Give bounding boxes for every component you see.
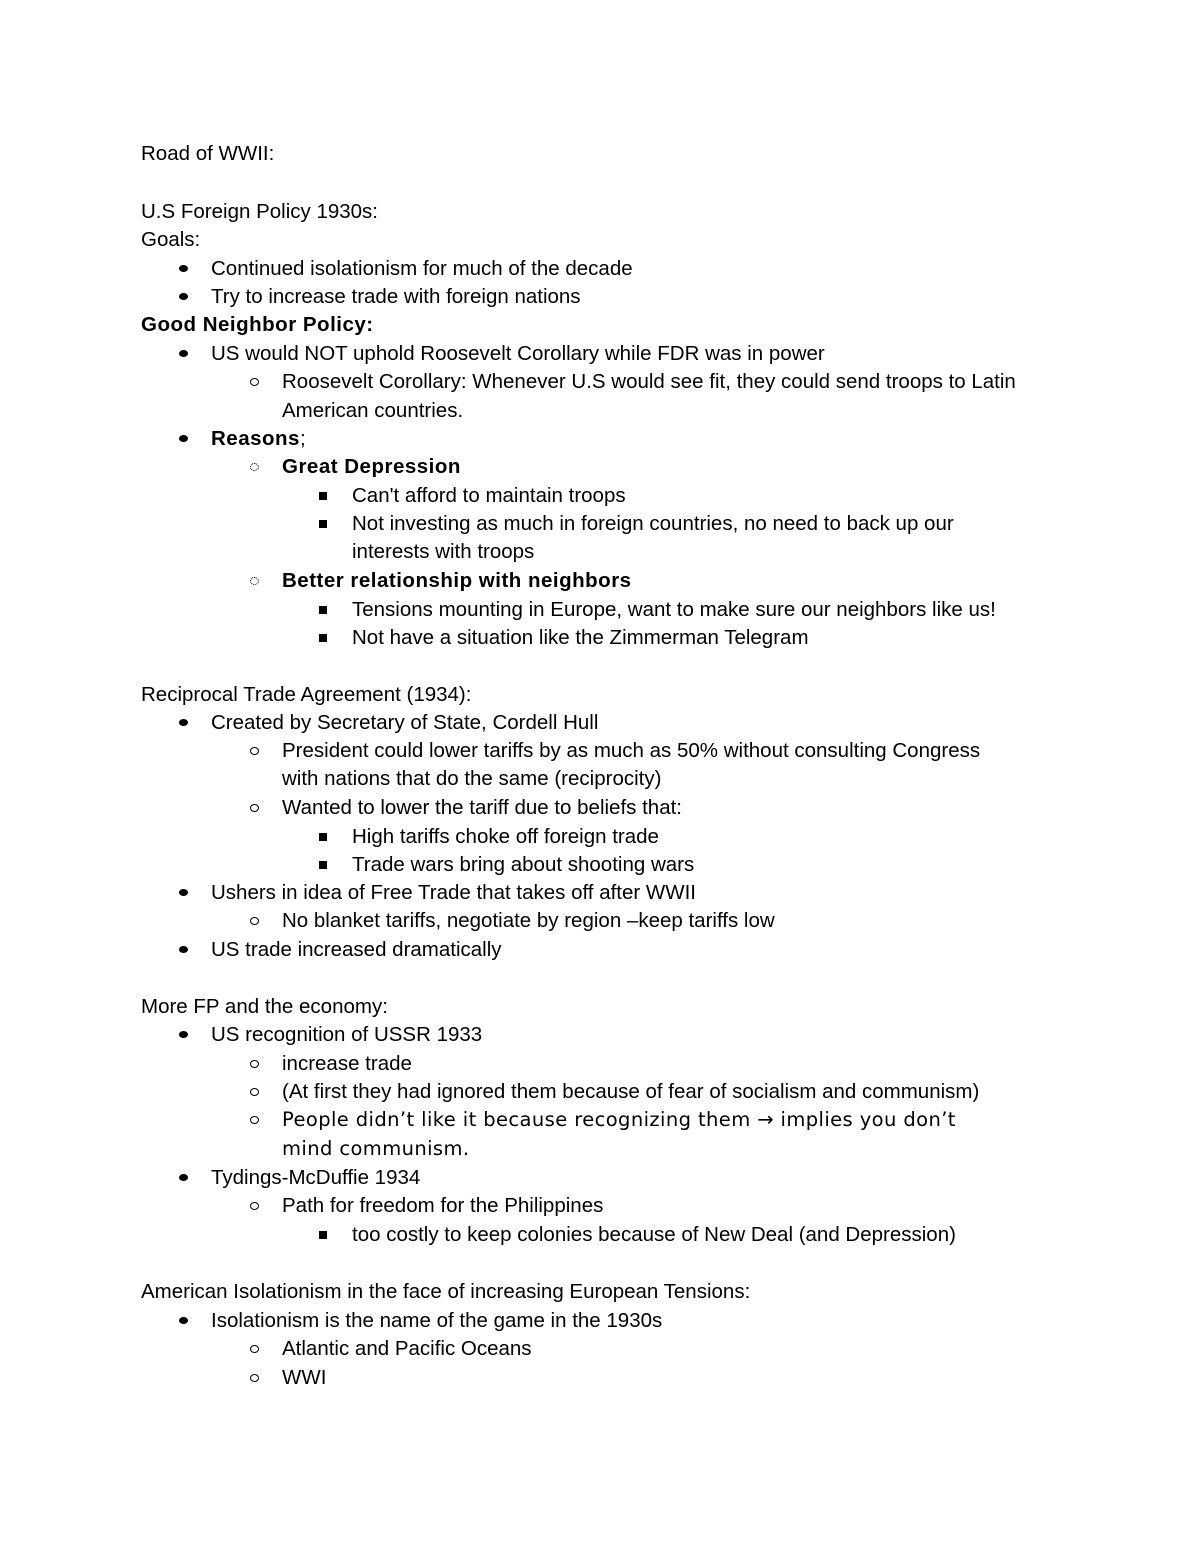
bullet-circle-icon	[248, 368, 276, 396]
bullet-circle-icon	[248, 1335, 276, 1363]
list-item: Path for freedom for the Philippines	[282, 1194, 604, 1217]
list-item: Wanted to lower the tariff due to beliefs that:	[282, 796, 682, 819]
list-item: (At first they had ignored them because of fear of socialism and communism)	[282, 1080, 980, 1103]
list-item: Can't afford to maintain troops	[352, 484, 626, 507]
bullet-circle-icon	[248, 737, 276, 765]
bullet-dotted-circle-icon	[248, 567, 276, 595]
list-item-continuation: mind communism.	[282, 1137, 470, 1160]
list-item-continuation: American countries.	[282, 399, 464, 422]
bullet-square-icon	[316, 482, 344, 510]
list-item: President could lower tariffs by as much as 50% without consulting Congress	[282, 739, 981, 762]
section-heading-reciprocal-trade: Reciprocal Trade Agreement (1934):	[141, 683, 472, 706]
list-item: Isolationism is the name of the game in the 1930s	[211, 1309, 663, 1332]
bullet-disc-icon	[177, 283, 205, 311]
bullet-square-icon	[316, 851, 344, 879]
list-item: People didn’t like it because recognizing them → implies you don’t	[282, 1108, 956, 1131]
bullet-disc-icon	[177, 709, 205, 737]
list-item	[211, 425, 306, 453]
list-item-continuation: interests with troops	[352, 540, 535, 563]
list-item: No blanket tariffs, negotiate by region –keep tariffs low	[282, 909, 775, 932]
list-item: Roosevelt Corollary: Whenever U.S would see fit, they could send troops to Latin	[282, 370, 1016, 393]
reasons-label: Reasons	[211, 427, 300, 450]
list-item: Better relationship with neighbors	[282, 569, 632, 592]
list-item: Great Depression	[282, 455, 461, 478]
bullet-dotted-circle-icon	[248, 453, 276, 481]
bullet-circle-icon	[248, 1364, 276, 1392]
section-heading-more-fp: More FP and the economy:	[141, 995, 388, 1018]
bullet-circle-icon	[248, 794, 276, 822]
list-item-continuation: with nations that do the same (reciprocity)	[282, 767, 662, 790]
list-item: Created by Secretary of State, Cordell Hull	[211, 711, 599, 734]
bullet-square-icon	[316, 596, 344, 624]
bullet-square-icon	[316, 510, 344, 538]
bullet-circle-icon	[248, 1192, 276, 1220]
bullet-disc-icon	[177, 340, 205, 368]
bullet-disc-icon	[177, 936, 205, 964]
list-item: US recognition of USSR 1933	[211, 1023, 483, 1046]
bullet-circle-icon	[248, 1106, 276, 1134]
bullet-disc-icon	[177, 1021, 205, 1049]
list-item: increase trade	[282, 1052, 412, 1075]
document-title: Road of WWII:	[141, 142, 275, 165]
bullet-square-icon	[316, 1221, 344, 1249]
bullet-circle-icon	[248, 1078, 276, 1106]
list-item: US trade increased dramatically	[211, 938, 502, 961]
section-heading-isolationism: American Isolationism in the face of increasing European Tensions:	[141, 1280, 751, 1303]
list-item: US would NOT uphold Roosevelt Corollary while FDR was in power	[211, 342, 825, 365]
bullet-square-icon	[316, 624, 344, 652]
list-item: Not have a situation like the Zimmerman Telegram	[352, 626, 809, 649]
list-item: Tydings-McDuffie 1934	[211, 1166, 421, 1189]
list-item: High tariffs choke off foreign trade	[352, 825, 659, 848]
section-heading-good-neighbor: Good Neighbor Policy:	[141, 313, 374, 336]
list-item: Not investing as much in foreign countries, no need to back up our	[352, 512, 954, 535]
bullet-disc-icon	[177, 1164, 205, 1192]
section-heading-foreign-policy: U.S Foreign Policy 1930s:	[141, 200, 379, 223]
bullet-disc-icon	[177, 879, 205, 907]
list-item: too costly to keep colonies because of New Deal (and Depression)	[352, 1223, 956, 1246]
list-item: WWI	[282, 1366, 327, 1389]
bullet-square-icon	[316, 823, 344, 851]
list-item: Continued isolationism for much of the decade	[211, 257, 633, 280]
list-item: Trade wars bring about shooting wars	[352, 853, 695, 876]
list-item: Atlantic and Pacific Oceans	[282, 1337, 532, 1360]
bullet-circle-icon	[248, 1050, 276, 1078]
list-item: Try to increase trade with foreign nations	[211, 285, 581, 308]
bullet-disc-icon	[177, 1307, 205, 1335]
reasons-suffix: ;	[299, 427, 306, 450]
goals-label: Goals:	[141, 228, 201, 251]
bullet-circle-icon	[248, 907, 276, 935]
bullet-disc-icon	[177, 425, 205, 453]
list-item: Ushers in idea of Free Trade that takes off after WWII	[211, 881, 696, 904]
bullet-disc-icon	[177, 255, 205, 283]
list-item: Tensions mounting in Europe, want to make sure our neighbors like us!	[352, 598, 996, 621]
